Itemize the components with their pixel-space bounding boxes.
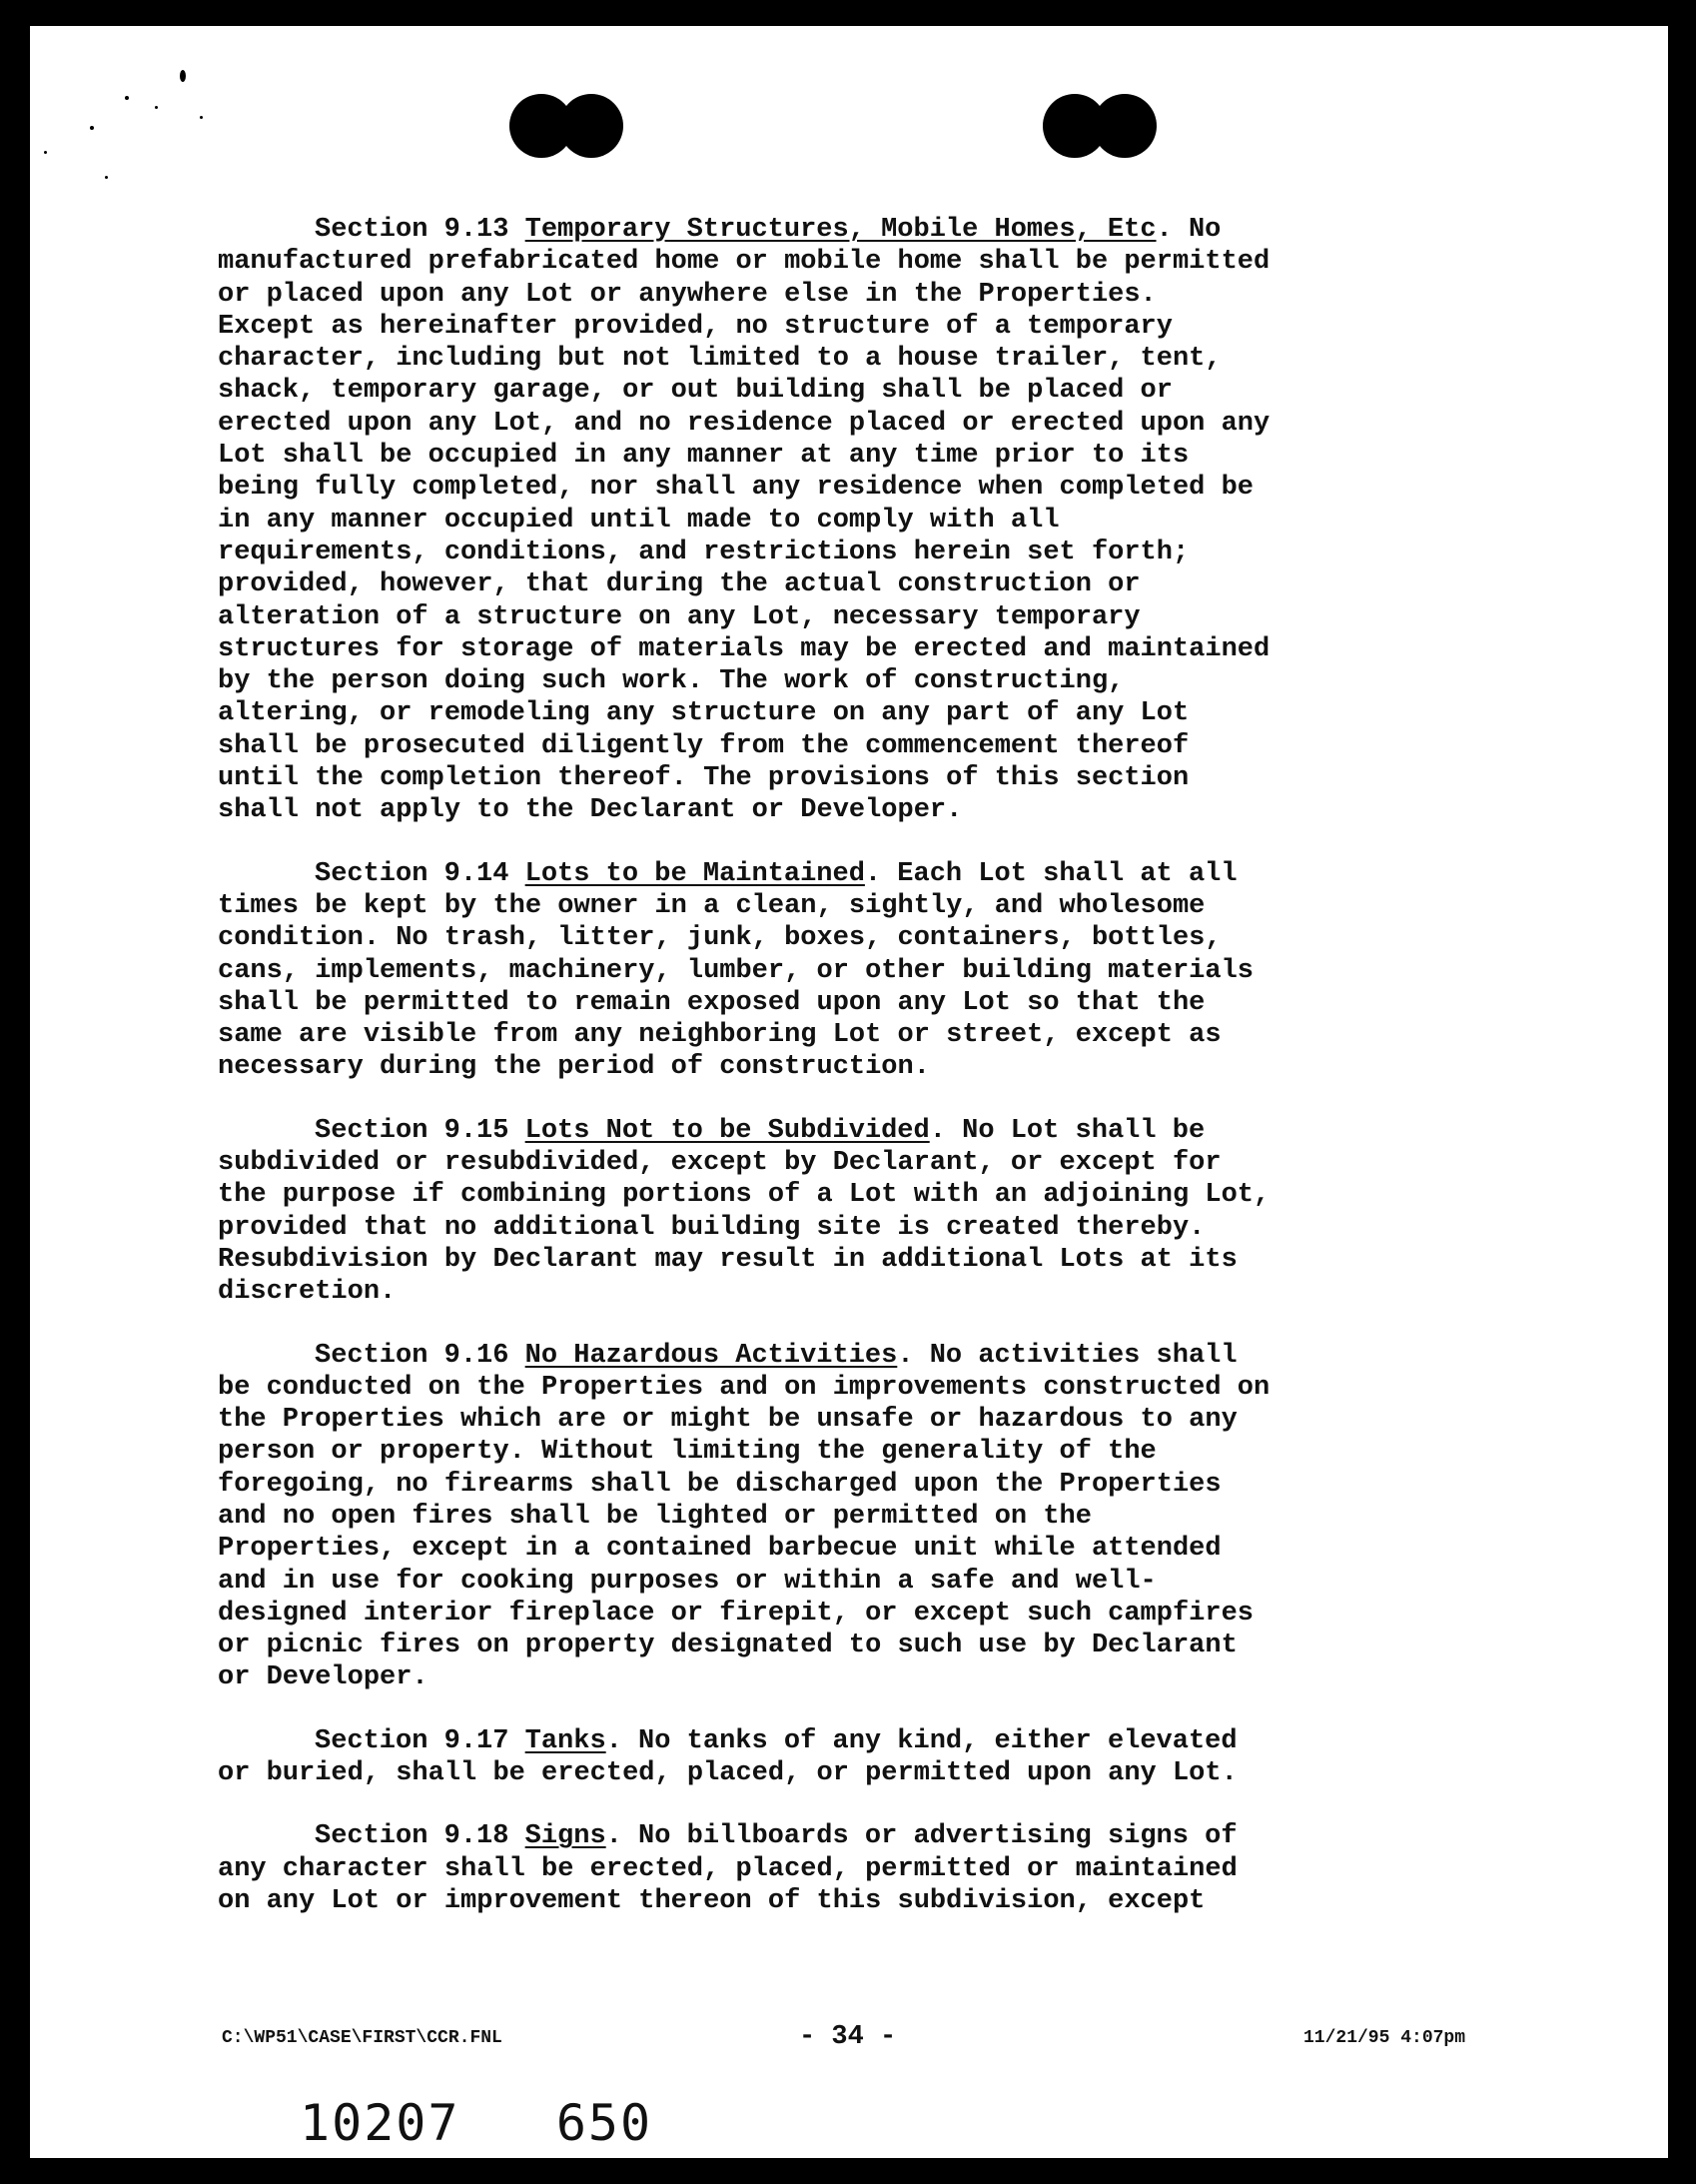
section-first-line: . No activities shall (897, 1340, 1238, 1371)
section-number: Section 9.17 (315, 1725, 509, 1756)
section-body: subdivided or resubdivided, except by Declarant, or except for the purpose if combining portions of a Lot with an adjoining Lot, provided that no additional building site is created thereby. Resubdivision by Declarant may result in additional Lots at its discretion. (218, 1148, 1271, 1308)
document-page (30, 26, 1668, 2158)
section-first-line: . Each Lot shall at all (864, 858, 1238, 889)
section-body: times be kept by the owner in a clean, sightly, and wholesome condition. No trash, litter, junk, boxes, containers, bottles, cans, implements, machinery, lumber, or other building materials shall be permitted to remain exposed upon any Lot so that the same are visible from any neighboring Lot or street, except as necessary during the period of construction. (218, 890, 1254, 1083)
footer-page-number: - 34 - (799, 2022, 897, 2052)
document-body (218, 214, 1516, 1948)
recording-number: 10207 650 (300, 2094, 653, 2152)
section-body: or buried, shall be erected, placed, or permitted upon any Lot. (218, 1758, 1238, 1789)
scan-speck (200, 116, 203, 119)
section-9-16 (218, 1340, 1516, 1694)
section-heading: Tanks (524, 1725, 606, 1756)
section-body: be conducted on the Properties and on improvements constructed on the Properties which are or might be unsafe or hazardous to any person or property. Without limiting the generality of the foregoing, no firearms shall be discharged upon the Properties and no open fires shall be lighted or permitted on the Properties, except in a contained barbecue unit while attended and in use for cooking purposes or within a safe and well- designed interior fireplace or firepit, or except such campfires or picnic fires on property designated to such use by Declarant or Developer. (218, 1372, 1271, 1693)
punch-hole-left-b (559, 94, 623, 158)
section-9-13 (218, 214, 1516, 827)
section-9-18 (218, 1820, 1516, 1917)
section-first-line: . No (1156, 215, 1222, 245)
scan-speck (155, 106, 158, 109)
scan-speck (125, 96, 129, 100)
punch-hole-right-b (1093, 94, 1157, 158)
section-body: manufactured prefabricated home or mobile home shall be permitted or placed upon any Lot or anywhere else in the Properties. Except as hereinafter provided, no structure of a temporary character, including but not limited to a house trailer, tent, shack, temporary garage, or out building shall be placed or erected upon any Lot, and no residence placed or erected upon any Lot shall be occupied in any manner at any time prior to its being fully completed, nor shall any residence when completed be in any manner occupied until made to comply with all requirements, conditions, and restrictions herein set forth; provided, however, that during the actual construction or alteration of a structure on any Lot, necessary temporary structures for storage of materials may be erected and maintained by the person doing such work. The work of constructing, altering, or remodeling any structure on any part of any Lot shall be prosecuted diligently from the commencement thereof until the completion thereof. The provisions of this section shall not apply to the Declarant or Developer. (218, 247, 1271, 826)
scan-speck (105, 176, 108, 179)
section-number: Section 9.14 (315, 858, 509, 889)
section-number: Section 9.13 (315, 215, 509, 245)
section-9-15 (218, 1115, 1516, 1309)
section-number: Section 9.18 (315, 1821, 509, 1852)
footer-file-path: C:\WP51\CASE\FIRST\CCR.FNL (222, 2028, 502, 2048)
scan-speck (180, 70, 186, 82)
section-number: Section 9.15 (315, 1115, 509, 1146)
section-number: Section 9.16 (315, 1340, 509, 1371)
section-heading: Lots Not to be Subdivided (524, 1115, 930, 1146)
section-heading: No Hazardous Activities (524, 1340, 898, 1371)
section-first-line: . No Lot shall be (929, 1115, 1206, 1146)
section-first-line: . No billboards or advertising signs of (605, 1821, 1238, 1852)
section-heading: Signs (524, 1821, 606, 1852)
section-body: any character shall be erected, placed, permitted or maintained on any Lot or improvement thereon of this subdivision, except (218, 1853, 1238, 1916)
section-first-line: . No tanks of any kind, either elevated (605, 1725, 1238, 1756)
scan-speck (90, 126, 94, 130)
section-9-14 (218, 858, 1516, 1084)
section-heading: Lots to be Maintained (524, 858, 865, 889)
footer-timestamp: 11/21/95 4:07pm (1303, 2028, 1466, 2048)
section-9-17 (218, 1725, 1516, 1790)
scan-speck (44, 151, 47, 154)
section-heading: Temporary Structures, Mobile Homes, Etc (524, 215, 1157, 245)
